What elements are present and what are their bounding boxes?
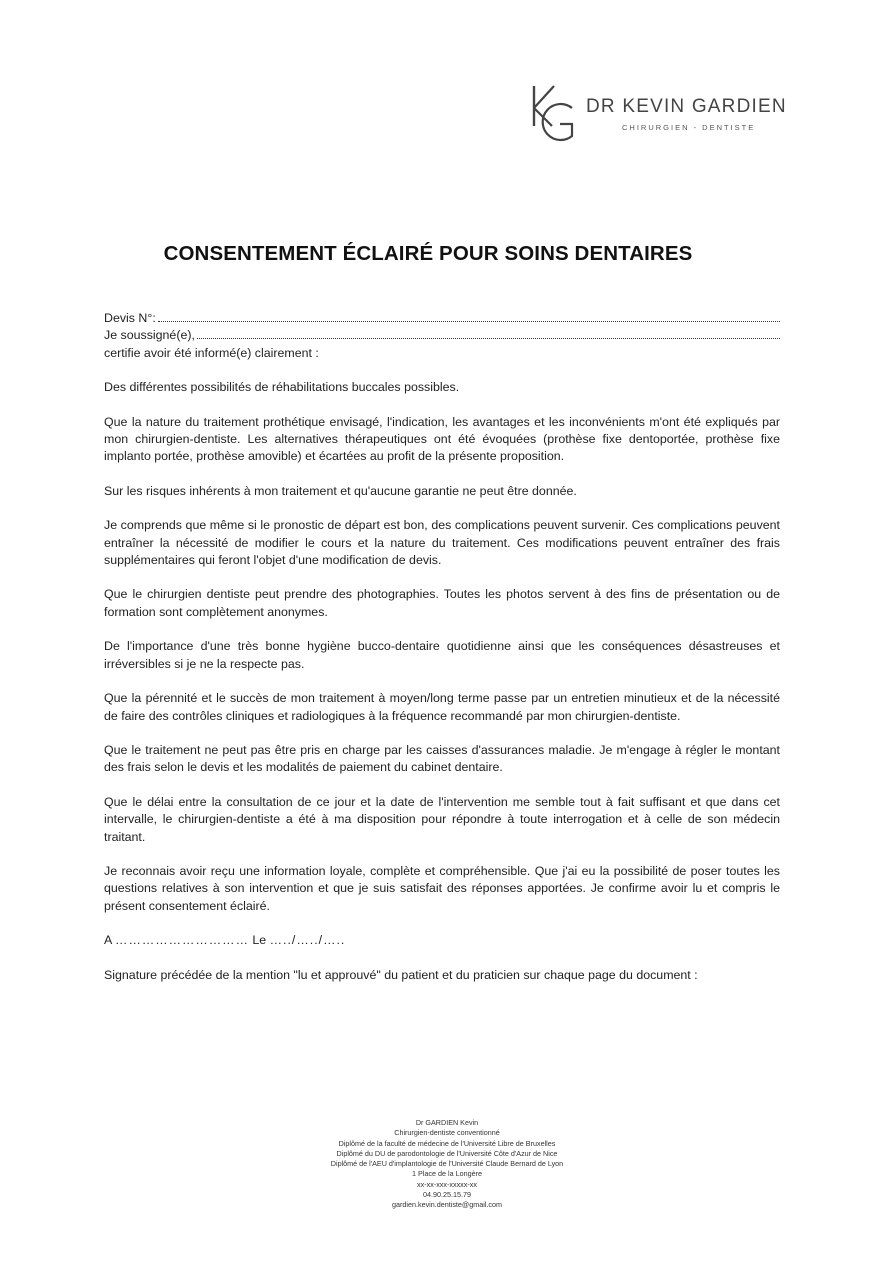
practice-logo [528,78,788,150]
paragraph: Que le chirurgien dentiste peut prendre des photographies. Toutes les photos servent à des fins de présentation ou de formation sont complètement anonymes. [104,587,780,619]
footer-line: Diplômé de la faculté de médecine de l'Université Libre de Bruxelles [338,1138,556,1148]
footer-email: gardien.kevin.dentiste@gmail.com [392,1200,502,1210]
place-date-line [104,932,780,949]
kg-monogram-icon [528,78,584,150]
footer-line: Diplômé de l'AEU d'implantologie de l'Université Claude Bernard de Lyon [330,1159,564,1169]
devis-label: Devis N°: [104,311,156,325]
devis-number-field [158,310,780,322]
document-title: CONSENTEMENT ÉCLAIRÉ POUR SOINS DENTAIRES [163,242,693,265]
signatory-line [104,327,780,344]
paragraph: Que la pérennité et le succès de mon traitement à moyen/long terme passe par un entretien minutieux et de la nécessité de faire des contrôles cliniques et radiologiques à la fréquence recommandé par mon chirurgien-dentiste. [104,691,780,723]
date-prefix: Le [252,933,267,948]
practice-name: DR KEVIN GARDIEN [586,96,787,117]
footer-line: xx-xx-xxx-xxxxx-xx [417,1179,477,1189]
document-body [104,310,780,984]
paragraph: Des différentes possibilités de réhabilitations buccales possibles. [104,380,460,395]
certify-text: certifie avoir été informé(e) clairement : [104,345,319,360]
place-prefix: A [104,933,112,948]
paragraph: Que la nature du traitement prothétique envisagé, l'indication, les avantages et les inconvénients m'ont été expliqués par mon chirurgien-dentiste. Les alternatives thérapeutiques ont été évoquées (prothèse fixe dentoportée, prothèse fixe implanto portée, prothèse amovible) et écartées au profit de la présente proposition. [104,414,780,464]
paragraph: Que le délai entre la consultation de ce jour et la date de l'intervention me semble tout à fait suffisant et que dans cet intervalle, le chirurgien-dentiste a été à ma disposition pour répondre à toute interrogation et à celle de son médecin traitant. [104,794,780,844]
footer-line: 1 Place de la Longère [412,1169,482,1179]
devis-number-line [104,310,780,327]
footer-line: Dr GARDIEN Kevin [415,1118,479,1127]
date-field: …../…../….. [269,933,346,948]
paragraph: Sur les risques inhérents à mon traitement et qu'aucune garantie ne peut être donnée. [104,483,577,498]
paragraph: Que le traitement ne peut pas être pris en charge par les caisses d'assurances maladie. Je m'engage à régler le montant des frais selon le devis et les modalités de paiement du cabinet dentaire. [104,742,780,775]
place-field: ………………………… [115,933,249,948]
signature-instructions: Signature précédée de la mention "lu et approuvé" du patient et du praticien sur chaque page du document : [104,967,698,982]
paragraph: Je reconnais avoir reçu une information loyale, complète et compréhensible. Que j'ai eu la possibilité de poser toutes les questions relatives à son intervention et que je suis satisfait des réponses apportées. Je confirme avoir lu et compris le présent consentement éclairé. [104,863,780,913]
signatory-label: Je soussigné(e), [104,328,195,343]
footer-line: 04.90.25.15.79 [423,1190,471,1200]
paragraph: Je comprends que même si le pronostic de départ est bon, des complications peuvent survenir. Ces complications peuvent entraîner la nécessité de modifier le cours et la nature du traitement. Ces modifications peuvent entraîner des frais supplémentaires qui feront l'objet d'une modification de devis. [104,518,780,568]
practitioner-footer [0,1118,894,1211]
footer-line: Diplômé du DU de parodontologie de l'Université Côte d'Azur de Nice [336,1148,558,1158]
signatory-name-field [197,327,780,339]
practice-subtitle: CHIRURGIEN - DENTISTE [622,123,756,132]
footer-line: Chirurgien-dentiste conventionné [394,1128,500,1138]
paragraph: De l'importance d'une très bonne hygiène bucco-dentaire quotidienne ainsi que les conséquences désastreuses et irréversibles si je ne la respecte pas. [104,639,780,671]
